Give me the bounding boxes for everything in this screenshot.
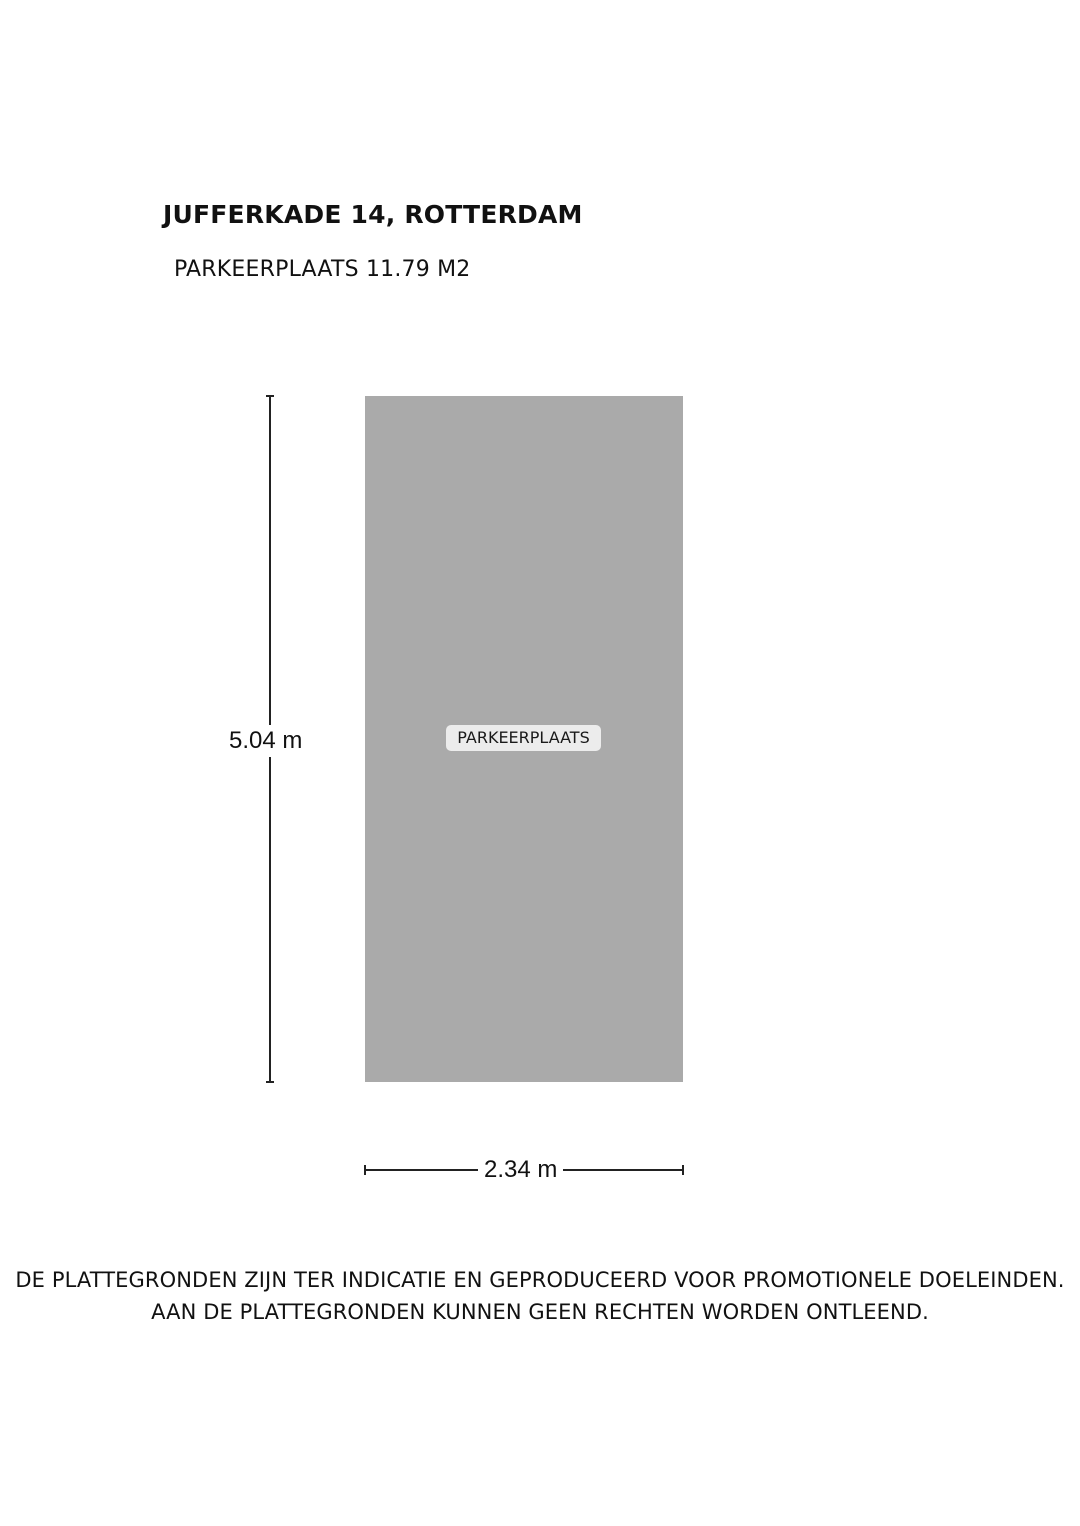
disclaimer-line-2: AAN DE PLATTEGRONDEN KUNNEN GEEN RECHTEN WORDEN ONTLEEND.	[151, 1300, 929, 1324]
disclaimer-line-1: DE PLATTEGRONDEN ZIJN TER INDICATIE EN GEPRODUCEERD VOOR PROMOTIONELE DOELEINDEN.	[15, 1268, 1065, 1292]
depth-dimension-label: 5.04 m	[229, 725, 302, 757]
page-title: JUFFERKADE 14, ROTTERDAM	[163, 200, 583, 229]
room-label: PARKEERPLAATS	[446, 725, 601, 751]
width-dimension-label: 2.34 m	[478, 1156, 563, 1184]
disclaimer	[0, 1264, 1080, 1328]
area-summary: PARKEERPLAATS 11.79 M2	[174, 257, 471, 282]
